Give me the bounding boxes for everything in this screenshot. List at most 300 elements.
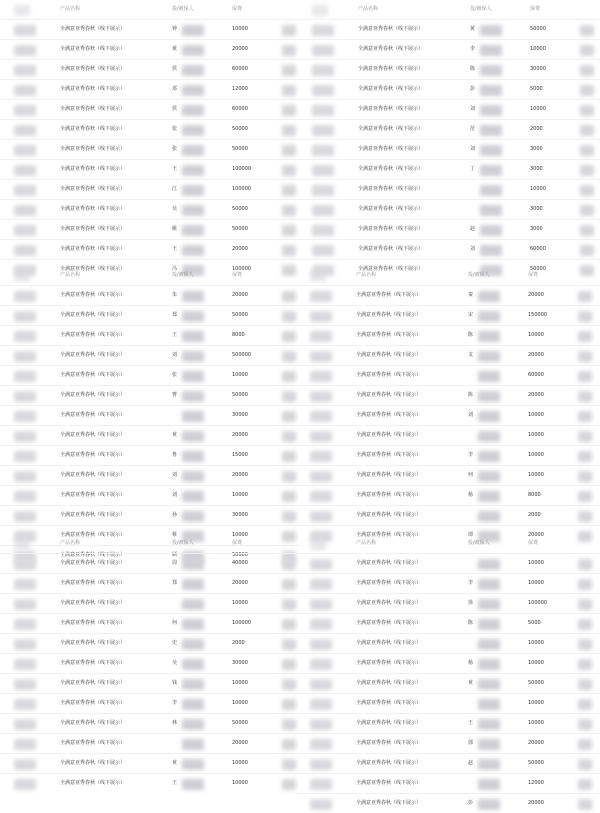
table-row [0,753,300,773]
product-name: 全满意亚秀春秋（线下展示） [60,600,126,606]
redacted-index [312,5,328,16]
redacted-date [282,599,296,610]
premium-fee: 30000 [232,412,248,418]
premium-fee: 100000 [232,186,252,192]
header-insured: 投/被保人 [468,540,490,546]
redacted-policy-number [14,311,36,322]
redacted-policy-number [14,245,36,256]
table-row [296,773,600,793]
redacted-policy-number [310,471,332,482]
redacted-policy-number [312,85,334,96]
insured-surname: 顾 [172,552,178,558]
table-row [296,445,600,465]
redacted-insured-name [478,699,500,710]
redacted-insured-name [478,659,500,670]
product-name: 全满意亚秀春秋（线下展示） [356,760,422,766]
product-name: 全满意亚秀春秋（线下展示） [358,226,424,232]
product-name: 全满意亚秀春秋（线下展示） [60,226,126,232]
table-header [0,534,300,553]
redacted-date [282,165,296,176]
insured-surname: 赵 [470,226,476,232]
redacted-insured-name [480,245,502,256]
redacted-index [14,5,30,16]
insured-surname: 陈 [468,620,474,626]
redacted-policy-number [14,291,36,302]
insured-surname: 刘 [470,246,476,252]
insured-surname: 李 [172,700,178,706]
premium-fee: 50000 [232,552,248,558]
header-product: 产品名称 [60,540,81,546]
redacted-date [578,291,592,302]
insured-surname: 陈 [470,66,476,72]
redacted-date [578,719,592,730]
insured-surname: 何 [172,620,178,626]
table-row [0,139,300,159]
redacted-policy-number [310,599,332,610]
header-insured: 投/被保人 [172,540,194,546]
table-row [298,239,600,259]
redacted-date [578,371,592,382]
product-name: 全满意亚秀春秋（线下展示） [356,720,422,726]
premium-fee: 100000 [528,600,548,606]
insured-surname: 黄 [468,680,474,686]
product-name: 全满意亚秀春秋（线下展示） [358,206,424,212]
redacted-date [282,559,296,570]
table-row [0,285,300,305]
insured-surname: 江 [172,186,178,192]
redacted-insured-name [182,25,204,36]
table-row [0,39,300,59]
product-name: 全满意亚秀春秋（线下展示） [358,126,424,132]
product-name: 全满意亚秀春秋（线下展示） [60,720,126,726]
insured-surname: 谭 [468,532,474,538]
table-row [0,485,300,505]
table-row [0,733,300,753]
insured-surname: 刘 [172,492,178,498]
redacted-policy-number [310,779,332,790]
premium-fee: 40000 [232,560,248,566]
product-name: 全满意亚秀春秋（线下展示） [356,492,422,498]
product-name: 全满意亚秀春秋（线下展示） [356,740,422,746]
redacted-insured-name [182,331,204,342]
redacted-policy-number [14,511,36,522]
redacted-policy-number [312,105,334,116]
premium-fee: 12000 [528,780,544,786]
premium-fee: 50000 [232,312,248,318]
premium-fee: 10000 [528,560,544,566]
product-name: 全满意亚秀春秋（线下展示） [358,166,424,172]
insured-surname: 王 [172,332,178,338]
premium-fee: 100000 [232,166,252,172]
redacted-date [282,331,296,342]
product-name: 全满意亚秀春秋（线下展示） [356,512,422,518]
premium-fee: 20000 [232,432,248,438]
product-name: 全满意亚秀春秋（线下展示） [356,600,422,606]
header-fee: 保费 [232,540,243,546]
insured-surname: 刘 [172,352,178,358]
product-name: 全满意亚秀春秋（线下展示） [356,472,422,478]
premium-fee: 10000 [232,492,248,498]
redacted-date [578,779,592,790]
premium-fee: 100000 [232,266,252,272]
table-row [296,465,600,485]
product-name: 全满意亚秀春秋（线下展示） [358,186,424,192]
table-row [0,239,300,259]
table-row [0,159,300,179]
table-row [296,485,600,505]
premium-fee: 8000 [232,332,245,338]
redacted-policy-number [310,331,332,342]
premium-fee: 20000 [232,580,248,586]
redacted-insured-name [182,579,204,590]
premium-fee: 10000 [528,332,544,338]
redacted-date [578,619,592,630]
redacted-date [282,759,296,770]
policy-panel-2 [298,0,600,279]
table-row [296,693,600,713]
insured-surname: 陈 [468,332,474,338]
redacted-insured-name [478,759,500,770]
table-row [0,19,300,39]
product-name: 全满意亚秀春秋（线下展示） [60,66,126,72]
redacted-date [580,185,594,196]
product-name: 全满意亚秀春秋（线下展示） [358,246,424,252]
redacted-date [578,579,592,590]
redacted-policy-number [14,331,36,342]
insured-surname: 郑 [172,312,178,318]
header-product: 产品名称 [60,272,81,278]
header-insured: 投/被保人 [172,272,194,278]
redacted-policy-number [310,559,332,570]
redacted-insured-name [480,105,502,116]
premium-fee: 50000 [530,26,546,32]
redacted-insured-name [182,491,204,502]
redacted-insured-name [182,165,204,176]
table-row [0,613,300,633]
table-row [296,633,600,653]
premium-fee: 30000 [232,660,248,666]
product-name: 全满意亚秀春秋（线下展示） [60,660,126,666]
redacted-date [282,145,296,156]
redacted-insured-name [480,205,502,216]
redacted-date [580,165,594,176]
redacted-policy-number [14,639,36,650]
redacted-date [578,491,592,502]
insured-surname: 陈 [468,392,474,398]
redacted-index [14,539,30,550]
redacted-insured-name [182,311,204,322]
table-row [296,505,600,525]
premium-fee: 2000 [528,512,541,518]
redacted-policy-number [312,45,334,56]
redacted-insured-name [478,351,500,362]
table-row [0,593,300,613]
product-name: 全满意亚秀春秋（线下展示） [356,392,422,398]
redacted-insured-name [182,639,204,650]
product-name: 全满意亚秀春秋（线下展示） [358,26,424,32]
premium-fee: 12000 [232,86,248,92]
policy-panel-1 [0,0,300,279]
header-insured: 投/被保人 [172,6,194,12]
table-row [298,79,600,99]
product-name: 全满意亚秀春秋（线下展示） [60,146,126,152]
premium-fee: 50000 [232,226,248,232]
table-row [0,573,300,593]
table-row [298,19,600,39]
redacted-policy-number [14,371,36,382]
premium-fee: 50000 [232,126,248,132]
premium-fee: 20000 [528,800,544,806]
insured-surname: 冯 [172,266,178,272]
premium-fee: 3000 [530,226,543,232]
redacted-date [578,699,592,710]
table-row [296,613,600,633]
redacted-policy-number [310,411,332,422]
product-name: 全满意亚秀春秋（线下展示） [356,312,422,318]
premium-fee: 20000 [528,532,544,538]
redacted-policy-number [14,659,36,670]
table-row [298,99,600,119]
redacted-insured-name [182,145,204,156]
header-fee: 保费 [530,6,541,12]
redacted-date [282,411,296,422]
redacted-insured-name [478,331,500,342]
premium-fee: 5000 [530,86,543,92]
redacted-policy-number [310,719,332,730]
redacted-insured-name [182,451,204,462]
header-insured: 投/被保人 [468,272,490,278]
redacted-date [578,411,592,422]
redacted-policy-number [14,145,36,156]
table-row [0,365,300,385]
redacted-date [580,105,594,116]
redacted-policy-number [14,225,36,236]
redacted-policy-number [14,411,36,422]
redacted-insured-name [182,511,204,522]
redacted-policy-number [310,759,332,770]
redacted-policy-number [310,491,332,502]
product-name: 全满意亚秀春秋（线下展示） [60,512,126,518]
insured-surname: 郑 [172,580,178,586]
redacted-policy-number [14,699,36,710]
table-row [298,179,600,199]
redacted-date [578,599,592,610]
policy-panel-4 [296,266,600,545]
premium-fee: 100000 [232,620,252,626]
header-fee: 保费 [528,272,539,278]
table-row [296,573,600,593]
policy-panel-5 [0,534,300,793]
premium-fee: 10000 [528,452,544,458]
redacted-date [282,719,296,730]
table-row [296,673,600,693]
premium-fee: 20000 [232,472,248,478]
product-name: 全满意亚秀春秋（线下展示） [60,560,126,566]
table-row [0,385,300,405]
insured-surname: 刘 [470,146,476,152]
insured-surname: 钱 [172,680,178,686]
product-name: 全满意亚秀春秋（线下展示） [60,580,126,586]
premium-fee: 3000 [530,146,543,152]
redacted-insured-name [182,105,204,116]
redacted-date [282,739,296,750]
insured-surname: 丁 [470,166,476,172]
premium-fee: 10000 [528,700,544,706]
table-row [296,593,600,613]
insured-surname: 侯 [172,106,178,112]
table-row [298,139,600,159]
insured-surname: 黄 [470,26,476,32]
product-name: 全满意亚秀春秋（线下展示） [60,432,126,438]
premium-fee: 10000 [530,186,546,192]
table-row [0,425,300,445]
insured-surname: 朱 [172,292,178,298]
redacted-date [282,45,296,56]
product-name: 全满意亚秀春秋（线下展示） [356,452,422,458]
insured-surname: 秦 [468,292,474,298]
redacted-policy-number [310,799,332,810]
redacted-index [14,271,30,282]
redacted-policy-number [14,451,36,462]
product-name: 全满意亚秀春秋（线下展示） [60,492,126,498]
redacted-insured-name [478,511,500,522]
redacted-policy-number [312,225,334,236]
redacted-insured-name [480,85,502,96]
redacted-date [578,759,592,770]
redacted-policy-number [312,145,334,156]
insured-surname: 宋 [468,312,474,318]
redacted-policy-number [310,451,332,462]
redacted-policy-number [14,125,36,136]
redacted-date [282,351,296,362]
premium-fee: 10000 [232,760,248,766]
insured-surname: 李 [470,46,476,52]
redacted-date [580,45,594,56]
premium-fee: 20000 [232,246,248,252]
redacted-date [282,679,296,690]
table-row [296,793,600,813]
insured-surname: 曹 [172,392,178,398]
redacted-policy-number [310,679,332,690]
redacted-insured-name [478,411,500,422]
product-name: 全满意亚秀春秋（线下展示） [356,660,422,666]
redacted-insured-name [478,579,500,590]
premium-fee: 20000 [232,46,248,52]
redacted-policy-number [14,431,36,442]
redacted-insured-name [478,799,500,810]
redacted-date [282,85,296,96]
insured-surname: 李 [468,580,474,586]
table-row [0,653,300,673]
redacted-date [578,471,592,482]
insured-surname: 张 [172,372,178,378]
product-name: 全满意亚秀春秋（线下展示） [60,332,126,338]
insured-surname: 黄 [172,46,178,52]
redacted-insured-name [182,411,204,422]
redacted-policy-number [14,559,36,570]
premium-fee: 50000 [528,760,544,766]
redacted-date [578,311,592,322]
table-header [0,266,300,285]
table-row [298,119,600,139]
product-name: 全满意亚秀春秋（线下展示） [60,126,126,132]
insured-surname: 张 [172,146,178,152]
redacted-insured-name [478,471,500,482]
premium-fee: 60000 [232,66,248,72]
premium-fee: 30000 [530,66,546,72]
redacted-policy-number [14,351,36,362]
table-row [0,305,300,325]
redacted-policy-number [14,185,36,196]
redacted-policy-number [14,165,36,176]
redacted-insured-name [478,371,500,382]
redacted-date [578,511,592,522]
table-header [298,0,600,19]
product-name: 全满意亚秀春秋（线下展示） [60,292,126,298]
product-name: 全满意亚秀春秋（线下展示） [356,680,422,686]
redacted-date [578,799,592,810]
redacted-policy-number [310,431,332,442]
insured-surname: 王 [172,780,178,786]
table-row [0,59,300,79]
redacted-policy-number [14,105,36,116]
redacted-policy-number [14,391,36,402]
insured-surname: 史 [172,640,178,646]
premium-fee: 8000 [528,492,541,498]
redacted-date [282,639,296,650]
redacted-policy-number [310,511,332,522]
insured-surname: 吴 [172,660,178,666]
redacted-date [580,85,594,96]
table-row [0,445,300,465]
product-name: 全满意亚秀春秋（线下展示） [60,46,126,52]
product-name: 全满意亚秀春秋（线下展示） [356,332,422,338]
redacted-policy-number [312,205,334,216]
insured-surname: 张 [172,126,178,132]
product-name: 全满意亚秀春秋（线下展示） [60,106,126,112]
table-row [0,505,300,525]
redacted-insured-name [478,719,500,730]
redacted-date [282,451,296,462]
redacted-date [282,371,296,382]
redacted-policy-number [14,205,36,216]
redacted-insured-name [478,311,500,322]
redacted-date [580,25,594,36]
redacted-policy-number [312,25,334,36]
premium-fee: 50000 [528,680,544,686]
table-row [298,39,600,59]
table-row [0,553,300,573]
redacted-policy-number [310,371,332,382]
product-name: 全满意亚秀春秋（线下展示） [60,86,126,92]
redacted-insured-name [182,65,204,76]
redacted-policy-number [14,25,36,36]
redacted-insured-name [478,639,500,650]
redacted-date [578,451,592,462]
redacted-date [282,699,296,710]
insured-surname: 蔡 [172,532,178,538]
redacted-policy-number [310,619,332,630]
premium-fee: 10000 [528,472,544,478]
product-name: 全满意亚秀春秋（线下展示） [358,146,424,152]
redacted-policy-number [310,291,332,302]
redacted-date [282,245,296,256]
redacted-date [578,391,592,402]
insured-surname: 鲁 [172,452,178,458]
redacted-insured-name [182,559,204,570]
premium-fee: 50000 [232,146,248,152]
product-name: 全满意亚秀春秋（线下展示） [60,620,126,626]
